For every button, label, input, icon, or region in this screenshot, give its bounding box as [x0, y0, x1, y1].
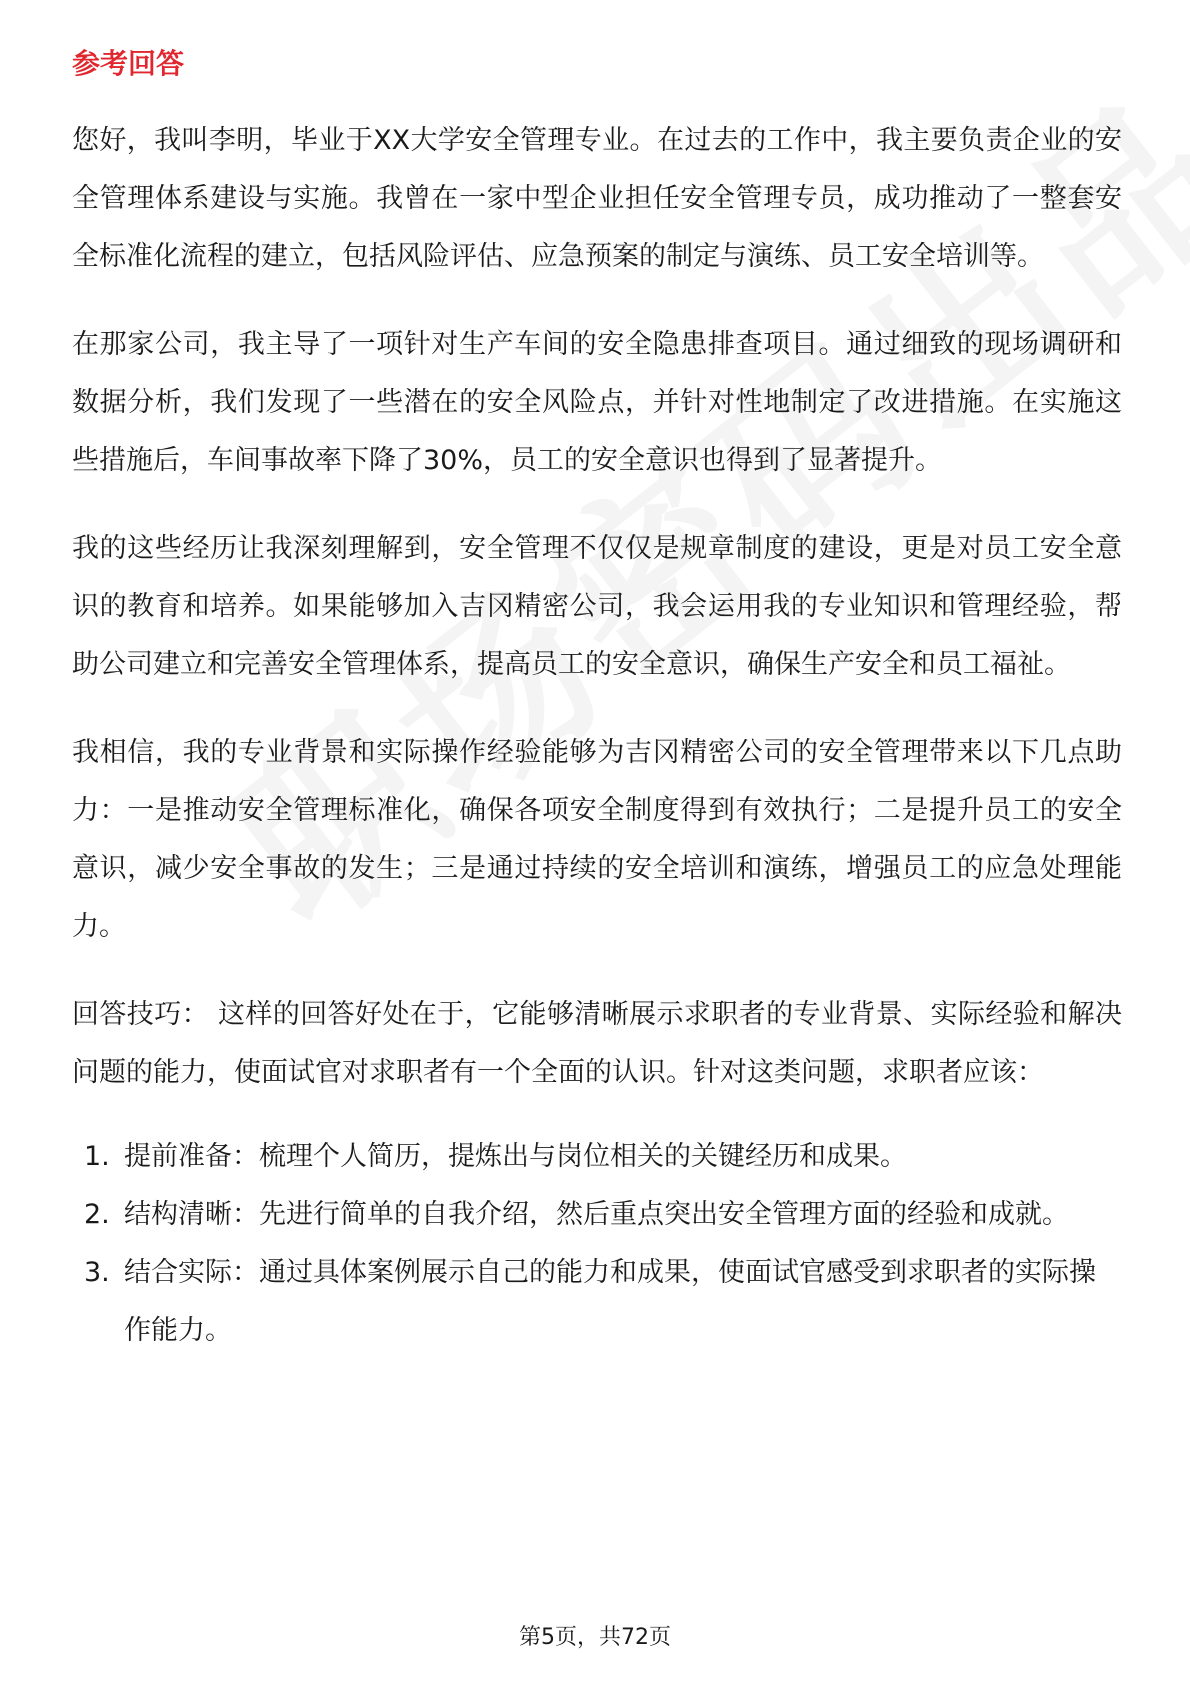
- list-item-number: 1.: [84, 1141, 110, 1172]
- list-item-number: 2.: [84, 1199, 110, 1230]
- list-item-text: 提前准备：梳理个人简历，提炼出与岗位相关的关键经历和成果。: [124, 1141, 907, 1172]
- page-footer: 第5页，共72页: [519, 1625, 671, 1650]
- list-item-text: 结合实际：通过具体案例展示自己的能力和成果，使面试官感受到求职者的实际操作能力。: [124, 1257, 1096, 1346]
- list-item: [72, 1128, 1122, 1186]
- list-item: [72, 1244, 1122, 1360]
- paragraph-tips-intro: 回答技巧： 这样的回答好处在于，它能够清晰展示求职者的专业背景、实际经验和解决问题的能力，使面试官对求职者有一个全面的认识。针对这类问题，求职者应该：: [72, 999, 1122, 1088]
- list-item: [72, 1186, 1122, 1244]
- paragraph-intro: 您好，我叫李明，毕业于XX大学安全管理专业。在过去的工作中，我主要负责企业的安全管理体系建设与实施。我曾在一家中型企业担任安全管理专员，成功推动了一整套安全标准化流程的建立，包括风险评估、应急预案的制定与演练、员工安全培训等。: [72, 125, 1122, 272]
- paragraph-contribution: 我相信，我的专业背景和实际操作经验能够为吉冈精密公司的安全管理带来以下几点助力：一是推动安全管理标准化，确保各项安全制度得到有效执行；二是提升员工的安全意识，减少安全事故的发生；三是通过持续的安全培训和演练，增强员工的应急处理能力。: [72, 737, 1122, 942]
- section-title: 参考回答: [72, 47, 185, 80]
- content-area: [72, 44, 1122, 1360]
- tips-list: [72, 1128, 1122, 1360]
- list-item-number: 3.: [84, 1257, 110, 1288]
- paragraph-project: 在那家公司，我主导了一项针对生产车间的安全隐患排查项目。通过细致的现场调研和数据分析，我们发现了一些潜在的安全风险点，并针对性地制定了改进措施。在实施这些措施后，车间事故率下降了30%，员工的安全意识也得到了显著提升。: [72, 329, 1122, 476]
- list-item-text: 结构清晰：先进行简单的自我介绍，然后重点突出安全管理方面的经验和成就。: [124, 1199, 1069, 1230]
- paragraph-understanding: 我的这些经历让我深刻理解到，安全管理不仅仅是规章制度的建设，更是对员工安全意识的教育和培养。如果能够加入吉冈精密公司，我会运用我的专业知识和管理经验，帮助公司建立和完善安全管理体系，提高员工的安全意识，确保生产安全和员工福祉。: [72, 533, 1122, 680]
